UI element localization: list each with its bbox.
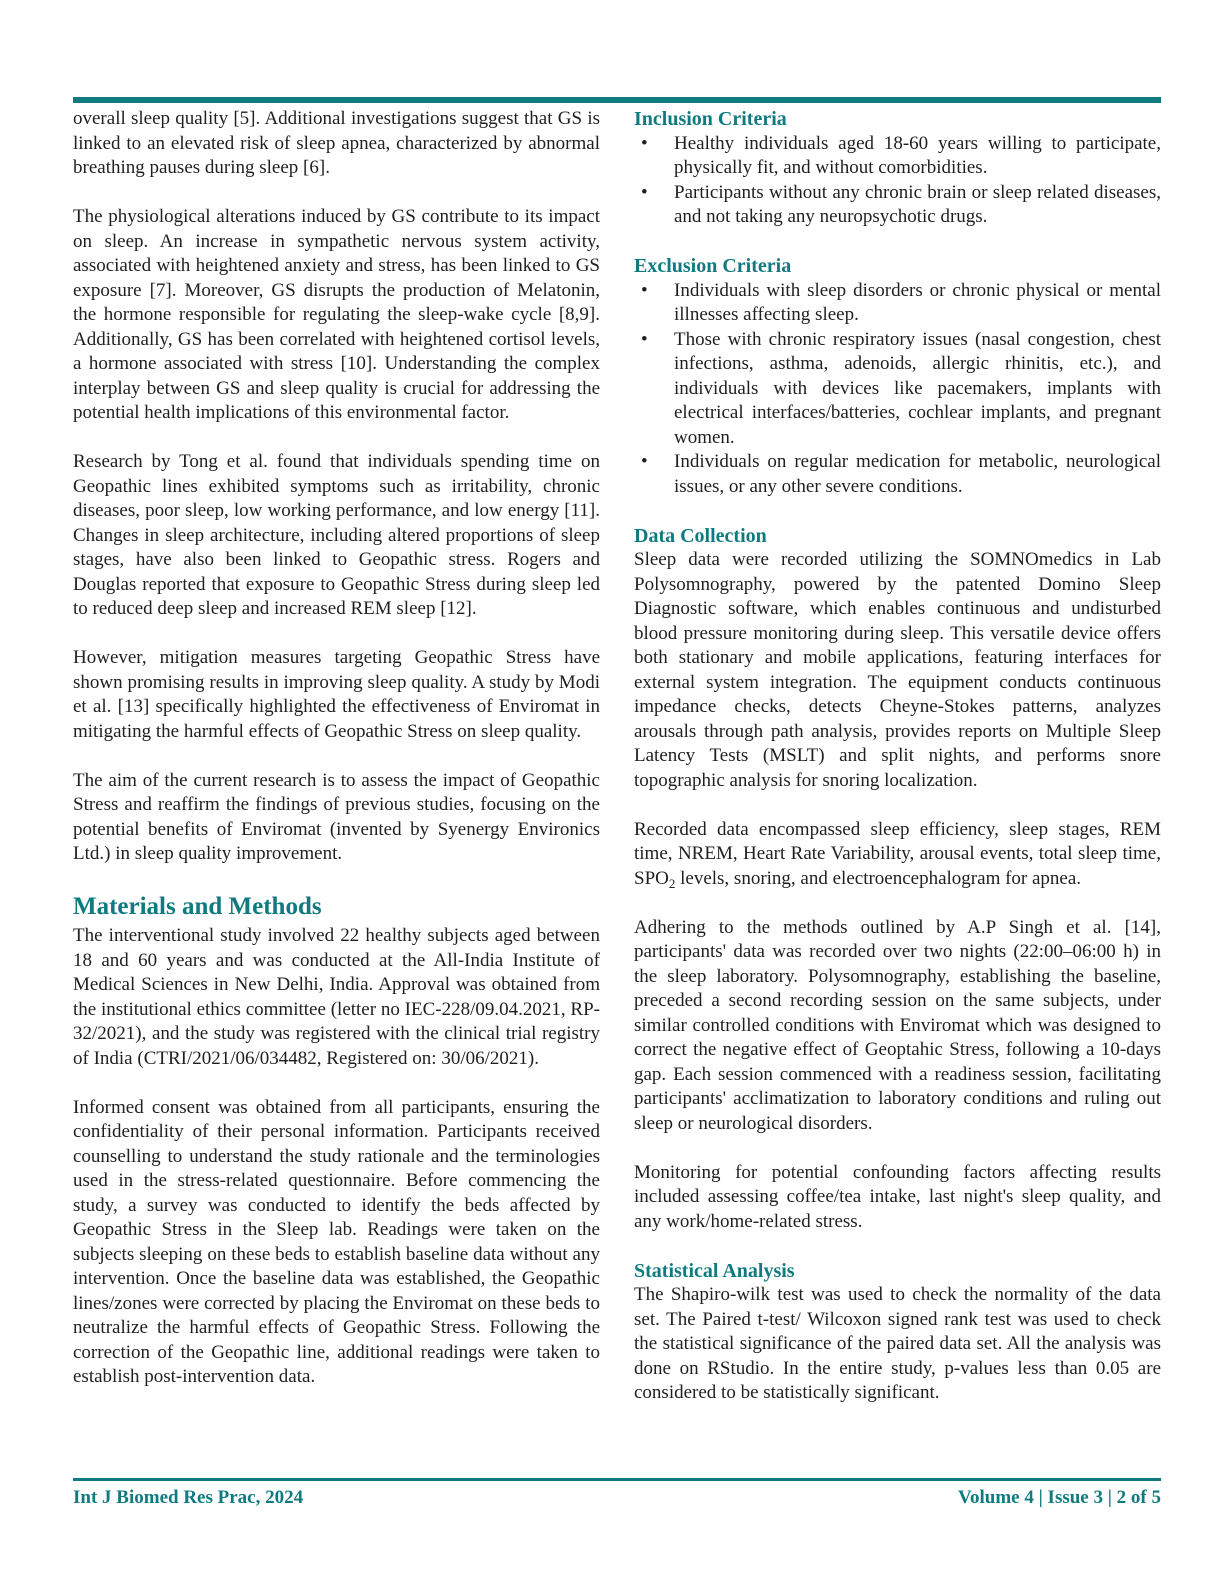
materials-and-methods-heading: Materials and Methods bbox=[73, 893, 322, 920]
paragraph-tong-research: Research by Tong et al. found that individuals spending time on Geopathic lines exhibited symptoms such as irritability, chronic diseases, poor sleep, low working performance, and low energy [11]. Changes in sleep architecture, including altered proportions of sleep stages, have also been linked to Geopathic stress. Rogers and Douglas reported that exposure to Geopathic Stress during sleep led to reduced deep sleep and increased REM sleep [12]. bbox=[73, 451, 600, 619]
top-divider-rule bbox=[73, 97, 1161, 103]
paragraph-recorded-data bbox=[634, 818, 1161, 892]
exclusion-criteria-list bbox=[634, 279, 1161, 500]
list-item: • Individuals with sleep disorders or chronic physical or mental illnesses affecting sleep. bbox=[634, 279, 1161, 328]
text-segment: levels, snoring, and electroencephalogram for apnea. bbox=[675, 867, 1082, 889]
text-segment: Recorded data encompassed sleep efficiency, sleep stages, REM time, NREM, Heart Rate Variability, arousal events, total sleep time, SPO bbox=[634, 818, 1161, 889]
paragraph-sleep-quality: overall sleep quality [5]. Additional investigations suggest that GS is linked to an elevated risk of sleep apnea, characterized by abnormal breathing pauses during sleep [6]. bbox=[73, 108, 600, 178]
list-item: • Those with chronic respiratory issues (nasal congestion, chest infections, asthma, adenoids, allergic rhinitis, etc.), and individuals with devices like pacemakers, implants with electrical interfaces/batteries, cochlear implants, and pregnant women. bbox=[634, 328, 1161, 451]
paragraph-statistical-tests: The Shapiro-wilk test was used to check the normality of the data set. The Paired t-test/ Wilcoxon signed rank test was used to check the statistical significance of the paired data set. All the analysis was done on RStudio. In the entire study, p-values less than 0.05 are considered to be statistically significant. bbox=[634, 1284, 1161, 1403]
exclusion-criteria-heading: Exclusion Criteria bbox=[634, 255, 792, 277]
paragraph-physiological-alterations: The physiological alterations induced by GS contribute to its impact on sleep. An increase in sympathetic nervous system activity, associated with heightened anxiety and stress, has been linked to GS exposure [7]. Moreover, GS disrupts the production of Melatonin, the hormone responsible for regulating the sleep-wake cycle [8,9]. Additionally, GS has been correlated with heightened cortisol levels, a hormone associated with stress [10]. Understanding the complex interplay between GS and sleep quality is crucial for addressing the potential health implications of this environmental factor. bbox=[73, 206, 600, 423]
statistical-analysis-heading: Statistical Analysis bbox=[634, 1259, 795, 1282]
paragraph-mitigation-measures: However, mitigation measures targeting Geopathic Stress have shown promising results in improving sleep quality. A study by Modi et al. [13] specifically highlighted the effectiveness of Enviromat in mitigating the harmful effects of Geopathic Stress on sleep quality. bbox=[73, 647, 600, 742]
paragraph-methods-singh: Adhering to the methods outlined by A.P Singh et al. [14], participants' data was recorded over two nights (22:00–06:00 h) in the sleep laboratory. Polysomnography, establishing the baseline, preceded a second recording session on the same subjects, under similar controlled conditions with Enviromat which was designed to correct the negative effect of Geoptahic Stress, following a 10-days gap. Each session commenced with a readiness session, facilitating participants' acclimatization to laboratory conditions and ruling out sleep or neurological disorders. bbox=[634, 916, 1161, 1134]
inclusion-criteria-list bbox=[634, 132, 1161, 230]
list-item: • Individuals on regular medication for metabolic, neurological issues, or any other severe conditions. bbox=[634, 450, 1161, 499]
inclusion-criteria-heading: Inclusion Criteria bbox=[634, 108, 787, 130]
data-collection-heading: Data Collection bbox=[634, 524, 767, 547]
list-item: • Healthy individuals aged 18-60 years willing to participate, physically fit, and without comorbidities. bbox=[634, 132, 1161, 181]
right-column bbox=[634, 107, 1161, 1406]
paragraph-confounding-factors: Monitoring for potential confounding factors affecting results included assessing coffee/tea intake, last night's sleep quality, and any work/home-related stress. bbox=[634, 1161, 1161, 1232]
volume-issue-page: Volume 4 | Issue 3 | 2 of 5 bbox=[958, 1487, 1161, 1508]
spo2-subscript: 2 bbox=[668, 875, 676, 891]
paragraph-informed-consent: Informed consent was obtained from all participants, ensuring the confidentiality of their personal information. Participants received counselling to understand the study rationale and the terminologies used in the stress-related questionnaire. Before commencing the study, a survey was conducted to identify the beds affected by Geopathic Stress in the Sleep lab. Readings were taken on the subjects sleeping on these beds to establish baseline data without any intervention. Once the baseline data was established, the Geopathic lines/zones were corrected by placing the Enviromat on these beds to neutralize the harmful effects of Geopathic Stress. Following the correction of the Geopathic line, additional readings were taken to establish post-intervention data. bbox=[73, 1096, 600, 1387]
footer-divider-rule bbox=[73, 1478, 1161, 1481]
paragraph-study-design: The interventional study involved 22 healthy subjects aged between 18 and 60 years and was conducted at the All-India Institute of Medical Sciences in New Delhi, India. Approval was obtained from the institutional ethics committee (letter no IEC-228/09.04.2021, RP-32/2021), and the study was registered with the clinical trial registry of India (CTRI/2021/06/034482, Registered on: 30/06/2021). bbox=[73, 925, 600, 1069]
journal-name: Int J Biomed Res Prac, 2024 bbox=[73, 1487, 304, 1508]
page-footer bbox=[73, 1487, 1161, 1509]
list-item: • Participants without any chronic brain or sleep related diseases, and not taking any neuropsychotic drugs. bbox=[634, 181, 1161, 230]
paragraph-somnomedics: Sleep data were recorded utilizing the SOMNOmedics in Lab Polysomnography, powered by the patented Domino Sleep Diagnostic software, which enables continuous and undisturbed blood pressure monitoring during sleep. This versatile device offers both stationary and mobile applications, featuring interfaces for external system integration. The equipment conducts continuous impedance checks, detects Cheyne-Stokes patterns, analyzes arousals through path analysis, provides reports on Multiple Sleep Latency Tests (MSLT) and split nights, and performs snore topographic analysis for snoring localization. bbox=[634, 549, 1161, 791]
paragraph-research-aim: The aim of the current research is to assess the impact of Geopathic Stress and reaffirm the findings of previous studies, focusing on the potential benefits of Enviromat (invented by Syenergy Environics Ltd.) in sleep quality improvement. bbox=[73, 769, 600, 864]
left-column bbox=[73, 107, 600, 1406]
two-column-body bbox=[73, 107, 1161, 1406]
